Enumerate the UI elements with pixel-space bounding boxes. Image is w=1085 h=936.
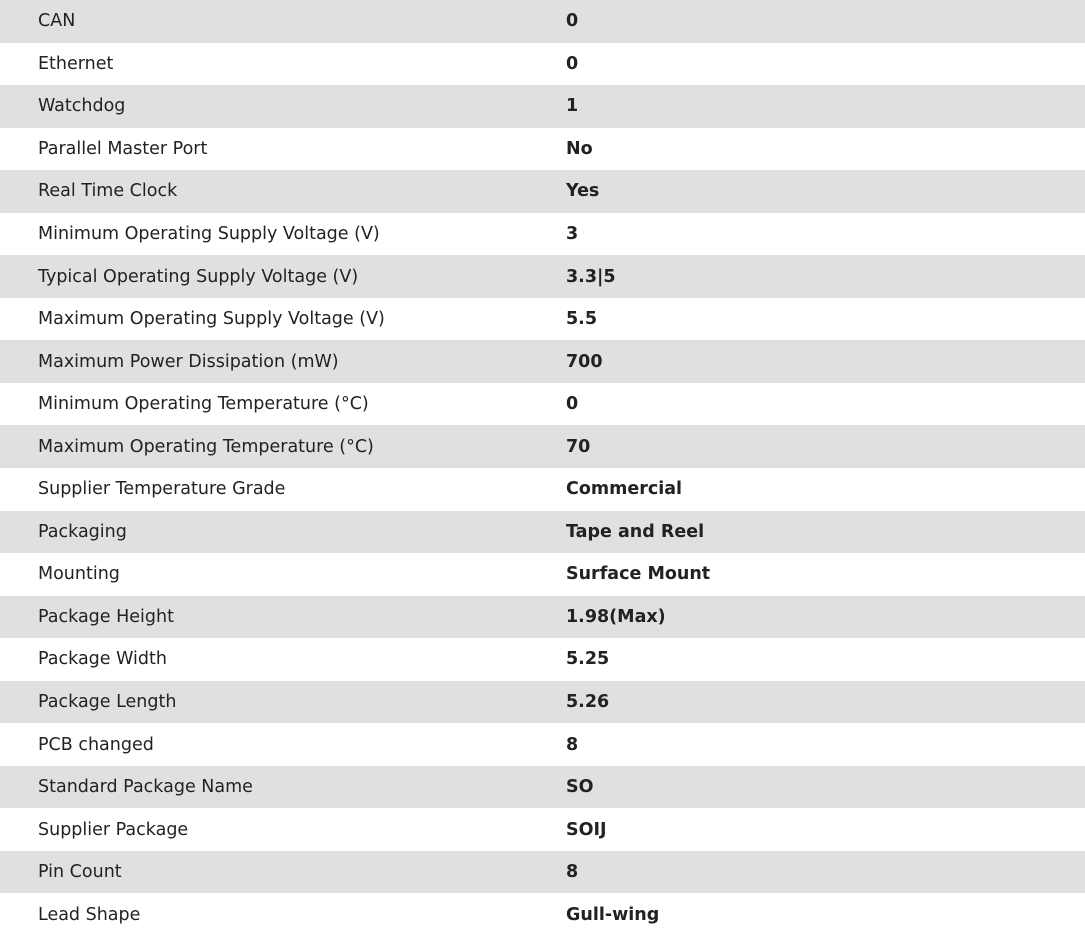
spec-value: 5.26 xyxy=(566,692,610,713)
spec-value: Surface Mount xyxy=(566,564,711,585)
spec-row xyxy=(0,0,1085,43)
spec-row xyxy=(0,213,1085,256)
spec-label: Pin Count xyxy=(38,862,122,883)
spec-label: Parallel Master Port xyxy=(38,138,208,159)
spec-label: Ethernet xyxy=(38,53,114,74)
spec-row xyxy=(0,638,1085,681)
spec-value: 8 xyxy=(566,734,579,755)
spec-value: 0 xyxy=(566,11,579,32)
spec-label: Package Length xyxy=(38,692,177,713)
spec-label: Mounting xyxy=(38,564,120,585)
spec-row xyxy=(0,340,1085,383)
spec-row xyxy=(0,383,1085,426)
spec-label: Maximum Operating Temperature (°C) xyxy=(38,436,374,457)
spec-row xyxy=(0,511,1085,554)
spec-value: 0 xyxy=(566,53,579,74)
spec-label: PCB changed xyxy=(38,734,154,755)
spec-row xyxy=(0,681,1085,724)
spec-label: Minimum Operating Supply Voltage (V) xyxy=(38,224,380,244)
spec-value: 3 xyxy=(566,224,579,244)
spec-value: SO xyxy=(566,777,594,798)
spec-label: Package Width xyxy=(38,649,167,670)
spec-label: CAN xyxy=(38,11,76,32)
spec-label: Packaging xyxy=(38,521,127,542)
spec-row xyxy=(0,468,1085,511)
spec-row xyxy=(0,425,1085,468)
spec-label: Maximum Power Dissipation (mW) xyxy=(38,351,339,372)
spec-row xyxy=(0,85,1085,128)
spec-row xyxy=(0,553,1085,596)
spec-label: Supplier Temperature Grade xyxy=(38,479,286,500)
spec-label: Package Height xyxy=(38,606,174,627)
spec-row xyxy=(0,255,1085,298)
spec-value: 0 xyxy=(566,394,579,415)
spec-label: Lead Shape xyxy=(38,904,141,925)
spec-value: Gull-wing xyxy=(566,904,660,925)
spec-row xyxy=(0,808,1085,851)
spec-label: Standard Package Name xyxy=(38,777,253,798)
spec-value: Tape and Reel xyxy=(566,521,705,542)
spec-row xyxy=(0,723,1085,766)
spec-label: Watchdog xyxy=(38,96,126,117)
spec-row xyxy=(0,596,1085,639)
spec-value: Yes xyxy=(566,181,600,202)
spec-label: Typical Operating Supply Voltage (V) xyxy=(38,266,359,287)
spec-row xyxy=(0,128,1085,171)
spec-row xyxy=(0,766,1085,809)
spec-value: 5.5 xyxy=(566,309,598,330)
spec-value: 8 xyxy=(566,862,579,883)
spec-row xyxy=(0,893,1085,936)
spec-value: 1 xyxy=(566,96,579,117)
spec-value: Commercial xyxy=(566,479,683,500)
spec-row xyxy=(0,298,1085,341)
spec-value: 3.3|5 xyxy=(566,266,616,287)
spec-row xyxy=(0,170,1085,213)
spec-value: SOIJ xyxy=(566,819,607,840)
spec-value: 5.25 xyxy=(566,649,610,670)
spec-label: Supplier Package xyxy=(38,819,189,840)
spec-value: No xyxy=(566,138,593,159)
spec-label: Real Time Clock xyxy=(38,181,178,202)
spec-row xyxy=(0,43,1085,86)
spec-label: Maximum Operating Supply Voltage (V) xyxy=(38,309,385,330)
spec-row xyxy=(0,851,1085,894)
spec-value: 1.98(Max) xyxy=(566,606,666,627)
spec-value: 700 xyxy=(566,351,603,372)
spec-label: Minimum Operating Temperature (°C) xyxy=(38,394,369,415)
spec-value: 70 xyxy=(566,436,591,457)
